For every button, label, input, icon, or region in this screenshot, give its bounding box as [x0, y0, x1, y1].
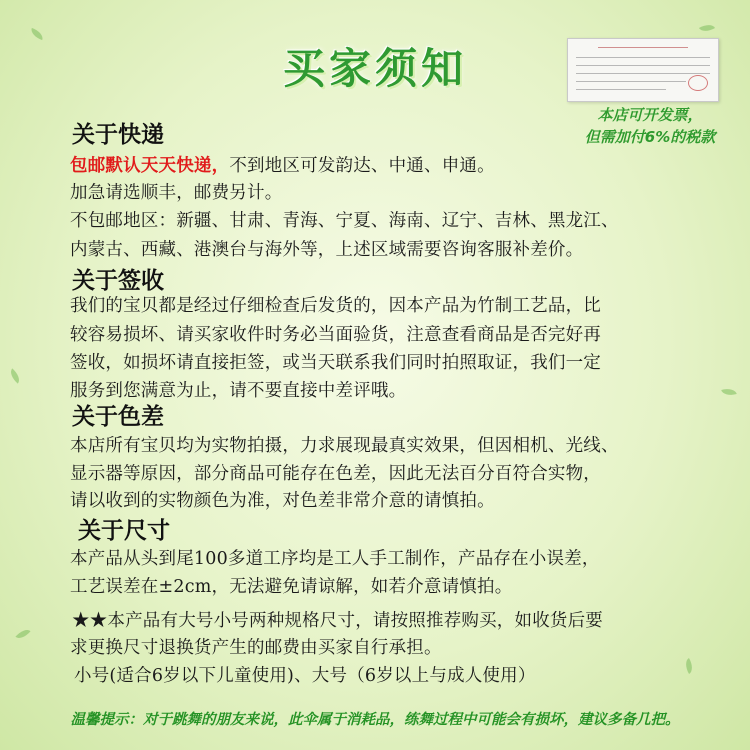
color-line: 请以收到的实物颜色为准，对色差非常介意的请慎拍。	[70, 491, 495, 511]
section-heading-shipping: 关于快递	[72, 122, 164, 148]
shipping-line	[70, 152, 495, 177]
shipping-line: 内蒙古、西藏、港澳台与海外等，上述区域需要咨询客服补差价。	[70, 240, 584, 260]
size-line: 本产品从头到尾100多道工序均是工人手工制作，产品存在小误差，	[70, 549, 600, 569]
size-line: 工艺误差在±2cm，无法避免请谅解，如若介意请慎拍。	[70, 577, 513, 597]
leaf-decoration	[682, 658, 696, 674]
section-heading-receipt: 关于签收	[72, 268, 164, 294]
shipping-line: 加急请选顺丰，邮费另计。	[70, 183, 283, 203]
shipping-line: 不包邮地区：新疆、甘肃、青海、宁夏、海南、辽宁、吉林、黑龙江、	[70, 211, 619, 231]
leaf-decoration	[15, 626, 30, 642]
leaf-decoration	[721, 386, 737, 397]
shipping-line-rest: 不到地区可发韵达、中通、申通。	[229, 156, 495, 176]
invoice-note-line: 但需加付6%的税款	[584, 128, 716, 146]
receipt-line: 我们的宝贝都是经过仔细检查后发货的，因本产品为竹制工艺品，比	[70, 296, 601, 316]
invoice-note-line: 本店可开发票，	[597, 106, 703, 124]
leaf-decoration	[699, 21, 715, 35]
color-line: 本店所有宝贝均为实物拍摄，力求展现最真实效果，但因相机、光线、	[70, 436, 619, 456]
size-line: 小号(适合6岁以下儿童使用)、大号（6岁以上与成人使用）	[74, 666, 536, 686]
size-line: 求更换尺寸退换货产生的邮费由买家自行承担。	[70, 638, 442, 658]
leaf-decoration	[7, 368, 23, 383]
receipt-line: 较容易损坏、请买家收件时务必当面验货，注意查看商品是否完好再	[70, 325, 601, 345]
invoice-icon	[567, 38, 719, 102]
section-heading-size: 关于尺寸	[78, 518, 170, 544]
footer-tip: 温馨提示：对于跳舞的朋友来说，此伞属于消耗品，练舞过程中可能会有损坏，建议多备几把。	[70, 712, 680, 728]
receipt-line: 服务到您满意为止，请不要直接中差评哦。	[70, 381, 407, 401]
invoice-note	[560, 104, 740, 148]
receipt-line: 签收，如损坏请直接拒签，或当天联系我们同时拍照取证，我们一定	[70, 353, 601, 373]
color-line: 显示器等原因，部分商品可能存在色差，因此无法百分百符合实物，	[70, 464, 601, 484]
section-heading-color: 关于色差	[72, 404, 164, 430]
page-title: 买家须知	[282, 44, 467, 93]
shipping-highlight: 包邮默认天天快递，	[70, 156, 230, 176]
size-line: ★★本产品有大号小号两种规格尺寸，请按照推荐购买，如收货后要	[72, 611, 603, 631]
